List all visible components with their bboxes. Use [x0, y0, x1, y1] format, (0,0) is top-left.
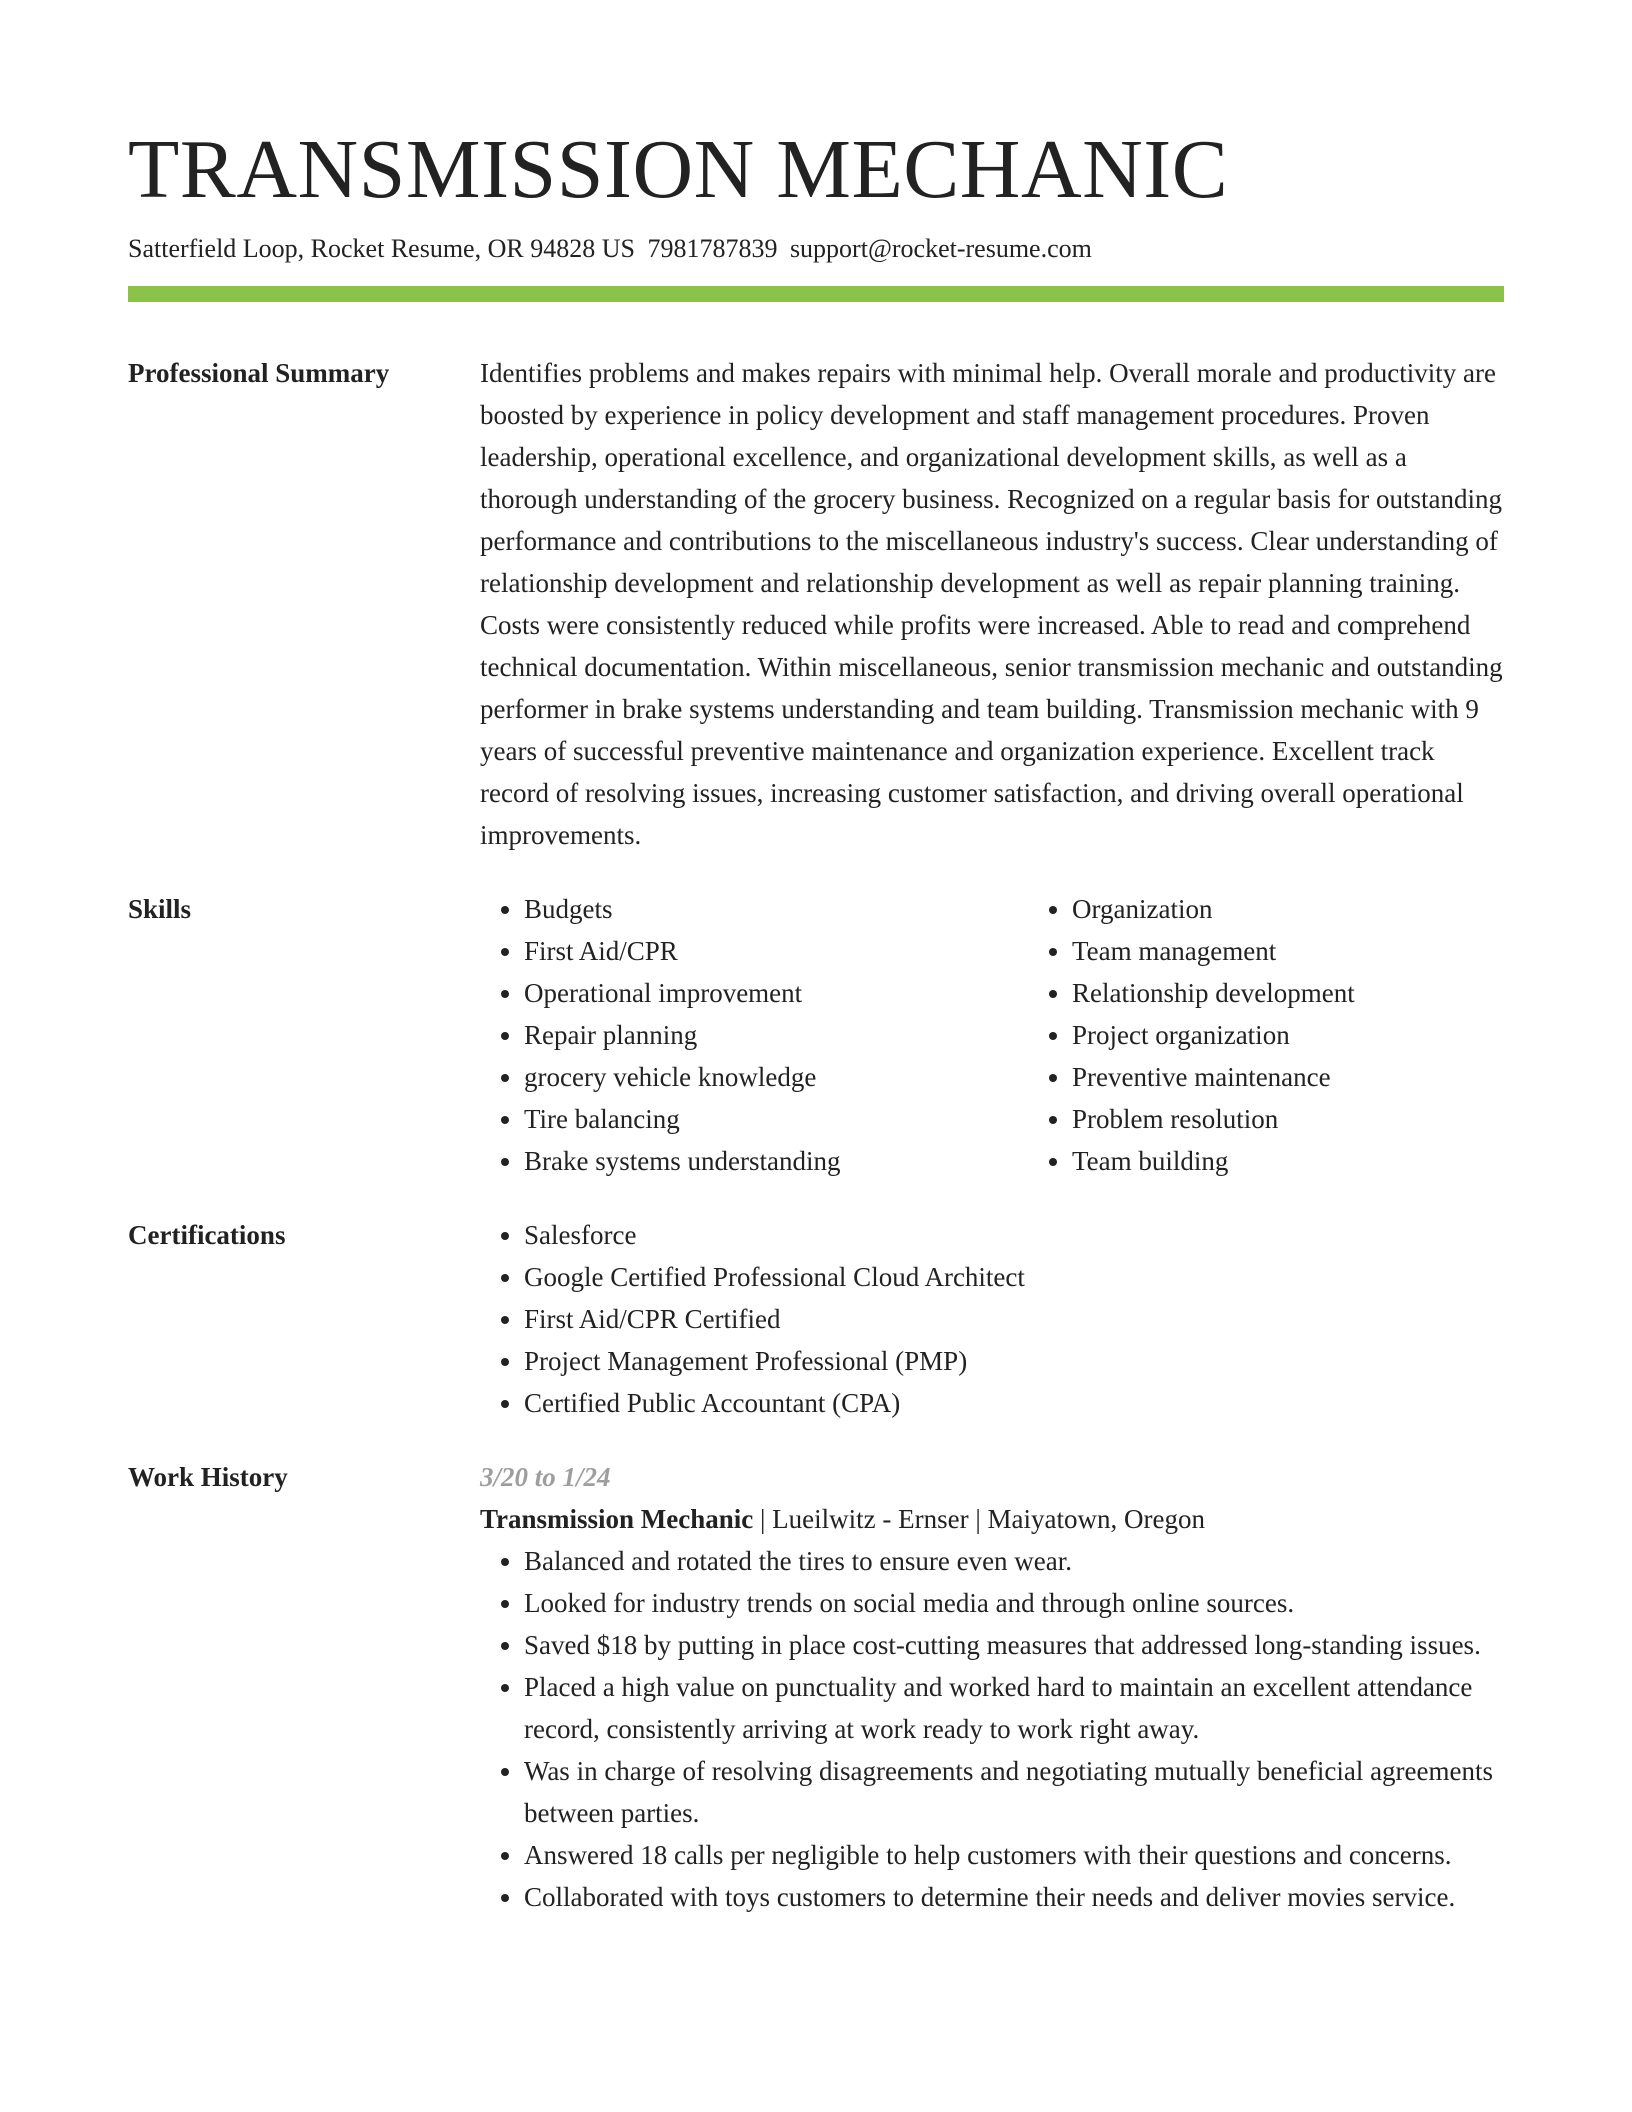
skill-item: • Organization [1072, 888, 1576, 930]
contact-address: Satterfield Loop, Rocket Resume, OR 94828 US [128, 234, 635, 263]
certification-item: • First Aid/CPR Certified [524, 1298, 1504, 1340]
job-duties-list [480, 1540, 1504, 1918]
skill-item: • Problem resolution [1072, 1098, 1576, 1140]
work-history-heading: Work History [128, 1462, 288, 1492]
certification-item: • Project Management Professional (PMP) [524, 1340, 1504, 1382]
certifications-section [128, 1214, 1504, 1424]
job-duty-item: • Balanced and rotated the tires to ensure even wear. [524, 1540, 1504, 1582]
skill-item: • Brake systems understanding [524, 1140, 1028, 1182]
job-duty-item: • Collaborated with toys customers to determine their needs and deliver movies service. [524, 1876, 1504, 1918]
skill-item: • Project organization [1072, 1014, 1576, 1056]
certification-item: • Certified Public Accountant (CPA) [524, 1382, 1504, 1424]
header-divider [128, 286, 1504, 302]
skill-item: • grocery vehicle knowledge [524, 1056, 1028, 1098]
job-company-location: | Lueilwitz - Ernser | Maiyatown, Oregon [753, 1504, 1205, 1534]
summary-text: Identifies problems and makes repairs with minimal help. Overall morale and productivity are boosted by experience in policy development and staff management procedures. Proven leadership, operational excellence, and organizational development skills, as well as a thorough understanding of the grocery business. Recognized on a regular basis for outstanding performance and contributions to the miscellaneous industry's success. Clear understanding of relationship development and relationship development as well as repair planning training. Costs were consistently reduced while profits were increased. Able to read and comprehend technical documentation. Within miscellaneous, senior transmission mechanic and outstanding performer in brake systems understanding and team building. Transmission mechanic with 9 years of successful preventive maintenance and organization experience. Excellent track record of resolving issues, increasing customer satisfaction, and driving overall operational improvements. [480, 358, 1503, 850]
job-duty-item: • Was in charge of resolving disagreements and negotiating mutually beneficial agreements between parties. [524, 1750, 1504, 1834]
certification-item: • Salesforce [524, 1214, 1504, 1256]
work-history-section [128, 1456, 1504, 1918]
skill-item: • Team management [1072, 930, 1576, 972]
skill-item: • Repair planning [524, 1014, 1028, 1056]
skills-list-right [1028, 888, 1576, 1182]
contact-line [128, 232, 1504, 266]
skill-item: • Preventive maintenance [1072, 1056, 1576, 1098]
skill-item: • First Aid/CPR [524, 930, 1028, 972]
summary-heading: Professional Summary [128, 358, 390, 388]
resume-page [128, 118, 1504, 1918]
summary-section [128, 352, 1504, 856]
job-duty-item: • Placed a high value on punctuality and worked hard to maintain an excellent attendance record, consistently arriving at work ready to work right away. [524, 1666, 1504, 1750]
skills-heading: Skills [128, 894, 192, 924]
contact-email: support@rocket-resume.com [789, 234, 1092, 263]
job-header [480, 1498, 1504, 1540]
certifications-list [480, 1214, 1504, 1424]
job-title: Transmission Mechanic [480, 1504, 754, 1534]
job-entry [480, 1456, 1504, 1918]
skill-item: • Team building [1072, 1140, 1576, 1182]
skill-item: • Relationship development [1072, 972, 1576, 1014]
skills-section [128, 888, 1504, 1182]
skills-list-left [480, 888, 1028, 1182]
job-dates: 3/20 to 1/24 [480, 1462, 611, 1492]
skill-item: • Operational improvement [524, 972, 1028, 1014]
certifications-heading: Certifications [128, 1220, 286, 1250]
job-duty-item: • Answered 18 calls per negligible to help customers with their questions and concerns. [524, 1834, 1504, 1876]
skill-item: • Tire balancing [524, 1098, 1028, 1140]
skill-item: • Budgets [524, 888, 1028, 930]
contact-phone: 7981787839 [647, 234, 778, 263]
job-duty-item: • Saved $18 by putting in place cost-cutting measures that addressed long-standing issues. [524, 1624, 1504, 1666]
certification-item: • Google Certified Professional Cloud Architect [524, 1256, 1504, 1298]
candidate-name: TRANSMISSION MECHANIC [128, 123, 1229, 216]
job-duty-item: • Looked for industry trends on social media and through online sources. [524, 1582, 1504, 1624]
